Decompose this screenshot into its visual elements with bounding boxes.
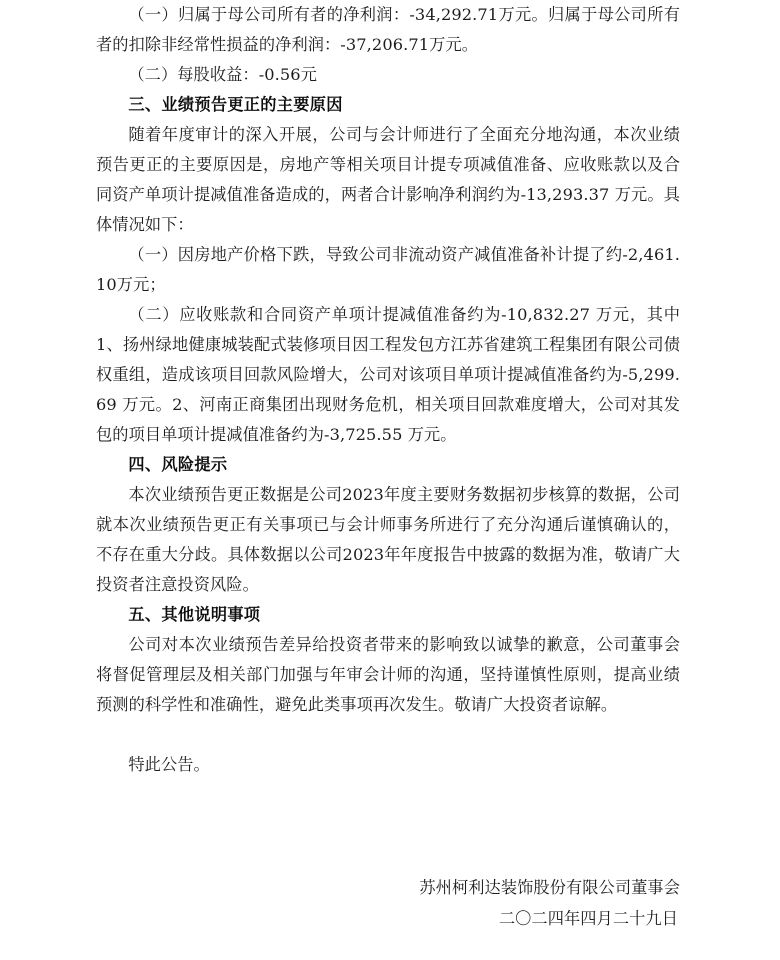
signature-date: 二〇二四年四月二十九日 (498, 909, 678, 928)
section-three-paragraph-three: （二）应收账款和合同资产单项计提减值准备约为-10,832.27 万元，其中 1、扬州绿地健康城装配式装修项目因工程发包方江苏省建筑工程集团有限公司债权重组，造成该项目回款风险增大，公司对该项目单项计提减值准备约为-5,299.69 万元。2、河南正商集团出现财务危机，相关项目回款难度增大，公司对其发包的项目单项计提减值准备约为-3,725.55 万元。 (96, 305, 680, 444)
document-body (96, 0, 680, 780)
paragraph-item-one-net-profit: （一）归属于母公司所有者的净利润：-34,292.71万元。归属于母公司所有者的扣除非经常性损益的净利润：-37,206.71万元。 (96, 5, 680, 54)
section-heading-three: 三、业绩预告更正的主要原因 (128, 95, 343, 114)
signature-company-name: 苏州柯利达装饰股份有限公司董事会 (419, 878, 680, 897)
section-three-paragraph-two: （一）因房地产价格下跌，导致公司非流动资产减值准备补计提了约-2,461.10万元； (96, 245, 680, 294)
section-heading-four: 四、风险提示 (128, 455, 228, 474)
section-four-paragraph-one: 本次业绩预告更正数据是公司2023年度主要财务数据初步核算的数据，公司就本次业绩预告更正有关事项已与会计师事务所进行了充分沟通后谨慎确认的，不存在重大分歧。具体数据以公司2023年年度报告中披露的数据为准，敬请广大投资者注意投资风险。 (96, 485, 680, 594)
section-heading-five: 五、其他说明事项 (128, 605, 261, 624)
closing-statement: 特此公告。 (128, 755, 210, 774)
signature-block (96, 872, 680, 934)
closing-spacer (96, 720, 680, 750)
section-five-paragraph-one: 公司对本次业绩预告差异给投资者带来的影响致以诚挚的歉意，公司董事会将督促管理层及相关部门加强与年审会计师的沟通，坚持谨慎性原则，提高业绩预测的科学性和准确性，避免此类事项再次发生。敬请广大投资者谅解。 (96, 635, 680, 714)
section-three-paragraph-one: 随着年度审计的深入开展，公司与会计师进行了全面充分地沟通，本次业绩预告更正的主要原因是，房地产等相关项目计提专项减值准备、应收账款以及合同资产单项计提减值准备造成的，两者合计影响净利润约为-13,293.37 万元。具体情况如下： (96, 125, 680, 234)
paragraph-item-two-eps: （二）每股收益：-0.56元 (128, 65, 317, 84)
